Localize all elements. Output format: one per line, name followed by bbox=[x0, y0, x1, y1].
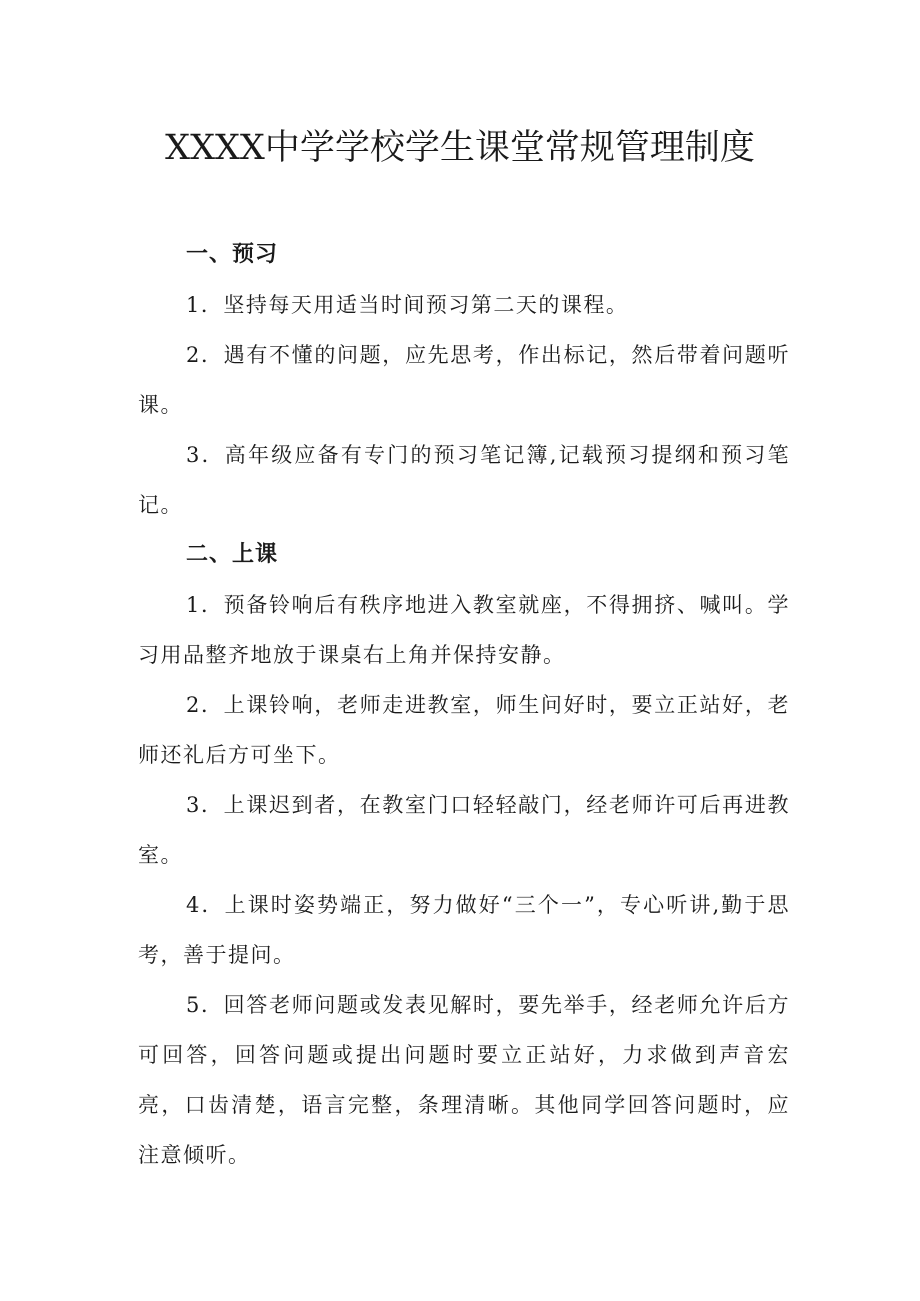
list-item: 1．预备铃响后有秩序地进入教室就座，不得拥挤、喊叫。学习用品整齐地放于课桌右上角并保持安静。 bbox=[138, 593, 790, 667]
section-class bbox=[138, 530, 790, 1180]
list-item: 2．上课铃响，老师走进教室，师生问好时，要立正站好，老师还礼后方可坐下。 bbox=[138, 693, 790, 767]
list-item: 3．上课迟到者，在教室门口轻轻敲门，经老师许可后再进教室。 bbox=[138, 793, 790, 867]
list-item: 5．回答老师问题或发表见解时，要先举手，经老师允许后方可回答，回答问题或提出问题时要立正站好，力求做到声音宏亮，口齿清楚，语言完整，条理清晰。其他同学回答问题时，应注意倾听。 bbox=[138, 993, 790, 1167]
section-heading: 一、预习 bbox=[186, 242, 279, 267]
section-preview bbox=[138, 230, 790, 530]
list-item: 2．遇有不懂的问题，应先思考，作出标记，然后带着问题听课。 bbox=[138, 343, 790, 417]
document-title: XXXX中学学校学生课堂常规管理制度 bbox=[165, 128, 755, 168]
list-item: 4．上课时姿势端正，努力做好“三个一”，专心听讲,勤于思考，善于提问。 bbox=[138, 893, 790, 967]
list-item: 1．坚持每天用适当时间预习第二天的课程。 bbox=[186, 293, 629, 317]
document-body bbox=[138, 230, 790, 1180]
section-heading: 二、上课 bbox=[186, 542, 279, 567]
list-item: 3．高年级应备有专门的预习笔记簿,记载预习提纲和预习笔记。 bbox=[138, 443, 790, 517]
